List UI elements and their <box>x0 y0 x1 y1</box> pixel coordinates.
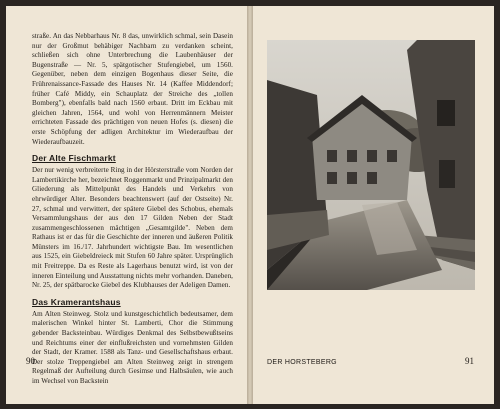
paragraph: straße. An das Nebbarhaus Nr. 8 das, unwirklich schmal, sein Dasein nur der Großmut behäbiger Nachbarn zu verdanken scheint, schließen sich ohne Unterbrechung die Laubenhäuser der Bugenstraße — Nr. 5, spätgotischer Stufengiebel, um 1560. Gegenüber, neben dem einzigen Bogenhaus dieser Seite, die Frührenaissance-Fassade des Hauses Nr. 14 (Kaffee Middendorf; früher Café Middy, ein Schauplatz der Streiche des „tollen Bomberg"), ebenfalls bald nach 1560 erbaut. Dritt im Eckbau mit gleichen Jahren, 1564, und wohl von Herrenmännern Meister errichteten Fassade des prächtigen von neuen Hofes (s. diesen) die erste Schöpfung der adligen Architektur im Wiederaufbau der Wiederaufbauzeit. <box>32 32 233 146</box>
right-page <box>253 6 494 404</box>
section-heading-fischmarkt: Der Alte Fischmarkt <box>32 153 116 164</box>
paragraph: Am Alten Steinweg. Stolz und kunstgeschichtlich bedeutsamer, dem malerischen Winkel hinter St. Lamberti, Chor die Stimmung gebender Backsteinbau. Würdiges Denkmal des Selbstbewußtseins und Reichtums einer der einflußreichsten und vornehmsten Gilden der Stadt, der Kramer. 1588 als Tanz- und Gesellschaftshaus erbaut. Der stolze Treppengiebel am Alten Steinweg zeigt in strengem Regelmaß der Aufteilung durch Gesimse und Halbsäulen, wie auch im Wechsel von Backstein <box>32 309 233 385</box>
left-page <box>6 6 247 404</box>
section-heading-kramerantshaus: Das Kramerantshaus <box>32 296 121 307</box>
page-number-left: 90 <box>26 356 35 366</box>
street-photo <box>267 40 475 290</box>
page-number-right: 91 <box>465 356 474 366</box>
photo-caption: DER HORSTEBERG <box>267 359 337 366</box>
paragraph: Der nur wenig verbreiterte Ring in der Hörsterstraße vom Norden der Lambertikirche her, bezeichnet Roggenmarkt und Prinzipalmarkt den Gliederung als Mittelpunkt des Handels und Verkehrs von ehrwürdiger Alter. Besonders beachtenswert (auf der Ostseite) Nr. 27, schmal und verwittert, der spätere Giebel des Schobus, ehemals Versammlungshaus der aus den 17 Gilden Neben der Stadt zusammengeschlossenen mächtigen „Gesamtgilde". Neben dem Rathaus ist er das für die Geschichte der inneren und äußeren Politik Münsters im 16./17. Jahrhundert wichtigste Bau. Im wesentlichen aus 1525, ein Giebeldreieck mit Stufen 60 Jahre später. Ursprünglich mit Freitreppe. Da es Reste als Lagerhaus benutzt wird, ist von der inneren Einteilung und Ausstattung nichts mehr vorhanden. Daneben, Nr. 25, der spätbarocke Giebel des Klubhauses der Adeligen Damen. <box>32 166 233 290</box>
